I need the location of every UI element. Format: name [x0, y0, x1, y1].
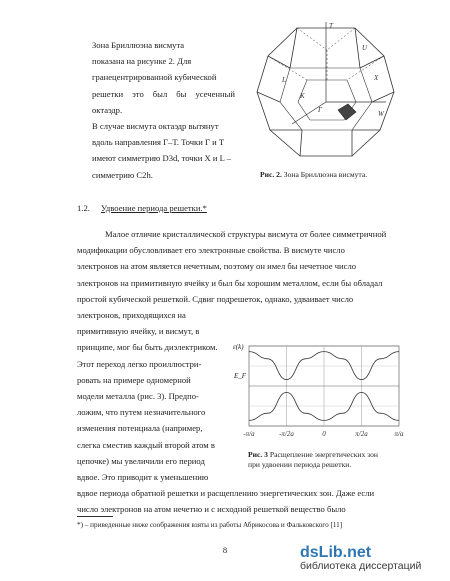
text-line: В случае висмута октаэдр вытянут: [92, 121, 219, 132]
continuation-paragraph: [77, 485, 402, 517]
footnote: *) – приведенные ниже соображения взяты из работы Абрикосова и Фальковского [11]: [77, 521, 343, 529]
text-line: электронов, приходящихся на: [77, 310, 186, 320]
section-heading: [77, 200, 207, 216]
text-line: цепочке) мы увеличили его период: [77, 455, 205, 466]
text-line: модификации обусловливает его электронные свойства. В висмуте число: [77, 245, 345, 256]
figure3-caption-text: при удвоении периода решетки.: [248, 459, 352, 469]
text-line: слегка сместив каждый второй атом в: [77, 439, 215, 450]
text-line: примитивную ячейку, и висмут, в: [77, 326, 200, 337]
point-label: W: [378, 110, 384, 118]
point-label: T: [329, 22, 333, 30]
text-line: простой кубической решеткой. Сдвиг подрешеток, однако, удваивает число: [77, 293, 354, 304]
figure3-caption: [248, 450, 408, 469]
text-line: электронов на примитивную ячейку и был бы хорошим металлом, если бы обладал: [77, 277, 383, 288]
point-label: Г: [318, 106, 322, 114]
narrow-paragraph: [77, 307, 229, 485]
watermark: [300, 544, 421, 572]
x-tick-label: -π/a: [243, 430, 255, 438]
figure2-caption: [260, 170, 367, 180]
x-tick-label: -π/2a: [279, 430, 294, 438]
watermark-brand: dsLib.net: [300, 544, 372, 561]
text-line: имеют симметрию D3d, точки X и L –: [92, 153, 232, 164]
chart-tick-labels: [243, 430, 404, 438]
text-line: вдоль направления Г–Т. Точки Г и Т: [92, 137, 225, 148]
text-line: вдвое. Это приводит к уменьшению: [77, 472, 209, 483]
text-line: изменения потенциала (например,: [77, 423, 203, 434]
text-line: число электронов на атом нечетно и с исходной решеткой вещество было: [77, 504, 346, 515]
text-line: Малое отличие кристаллической структуры висмута от более симметричной: [105, 229, 387, 239]
figure3-caption-text: Расщепление энергетических зон: [269, 450, 378, 459]
section-number: 1.2.: [77, 203, 90, 213]
text-line: модели металла (рис. 3). Предпо-: [77, 391, 199, 402]
watermark-tagline: библиотека диссертаций: [300, 560, 422, 572]
footnote-rule: [77, 516, 113, 517]
point-label: K: [300, 92, 305, 100]
figure2-caption-label: Рис. 2.: [260, 170, 282, 179]
figure3-caption-label: Рис. 3: [248, 450, 268, 459]
text-line: решетки это был бы усеченный октаэдр.: [92, 88, 235, 115]
point-label: X: [374, 74, 379, 82]
brillouin-zone-figure: [252, 20, 402, 162]
fermi-level-label: E_F: [234, 372, 247, 380]
brillouin-zone-paragraph: [92, 37, 235, 183]
text-line: вдвое периода обратной решетки и расщеплению энергетических зон. Даже если: [77, 488, 375, 498]
text-line: гранецентрированной кубической: [92, 72, 217, 83]
text-line: Зона Бриллюэна висмута: [92, 40, 185, 50]
text-line: принципе, мог бы быть диэлектриком.: [77, 342, 218, 353]
text-line: электронов на атом является нечетным, поэтому он имел бы нечетное число: [77, 261, 357, 272]
point-label: L: [282, 76, 286, 84]
intro-paragraph: [77, 226, 402, 307]
x-tick-label: 0: [322, 430, 326, 438]
band-splitting-chart: [233, 340, 405, 442]
text-line: симметрию C2h.: [92, 169, 153, 180]
section-title: Удвоение периода решетки.*: [101, 203, 207, 213]
x-tick-label: π/a: [394, 430, 404, 438]
figure2-caption-text: Зона Бриллюэна висмута.: [283, 170, 368, 179]
text-line: показана на рисунке 2. Для: [92, 56, 192, 67]
y-axis-label: ε(k): [233, 343, 244, 351]
point-label: U: [362, 44, 368, 52]
x-tick-label: π/2a: [355, 430, 368, 438]
page-number: 8: [222, 545, 228, 555]
text-line: ровать на примере одномерной: [77, 374, 191, 385]
text-line: ложим, что путем незначительного: [77, 407, 206, 418]
text-line: Этот переход легко проиллюстри-: [77, 358, 202, 369]
